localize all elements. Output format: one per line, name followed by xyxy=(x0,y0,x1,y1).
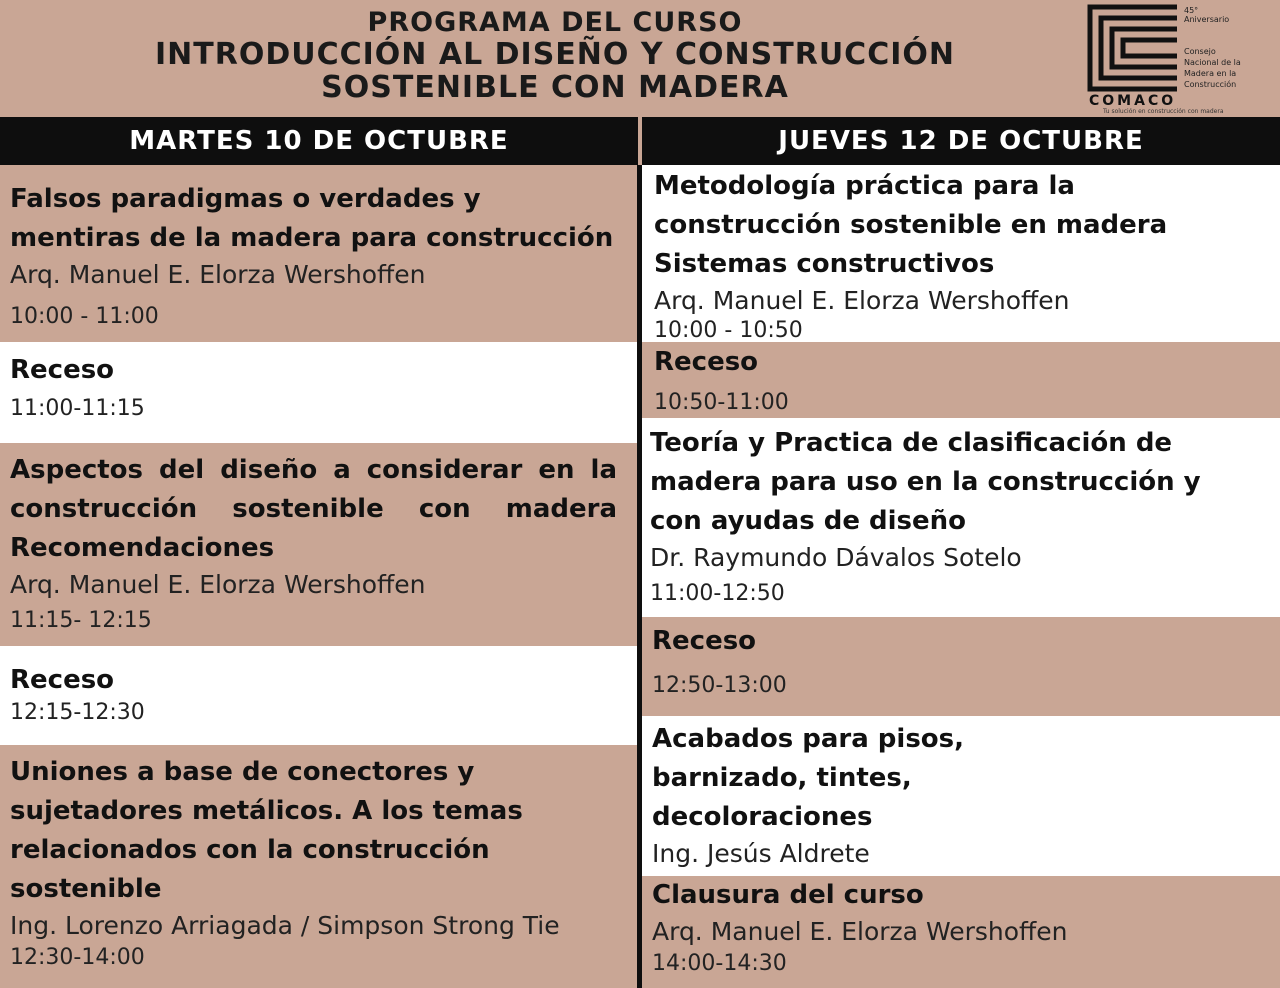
session-topic: Uniones a base de conectores y sujetadores metálicos. A los temas relacionados con la construcción sostenible xyxy=(10,757,523,904)
council-line-3: Madera en la xyxy=(1184,69,1237,78)
council-name xyxy=(1184,46,1241,90)
session-time: 10:00 - 11:00 xyxy=(10,304,159,329)
session-jueves-4 xyxy=(642,876,1280,988)
session-speaker: Ing. Lorenzo Arriagada / Simpson Strong Tie xyxy=(10,911,560,940)
recess-time: 11:00-11:15 xyxy=(10,396,145,421)
comaco-logo-mark-icon xyxy=(1087,4,1179,92)
recess-label: Receso xyxy=(10,355,115,385)
council-line-1: Consejo xyxy=(1184,47,1216,56)
recess-label: Receso xyxy=(654,347,759,377)
council-line-2: Nacional de la xyxy=(1184,58,1241,67)
recess-time: 12:15-12:30 xyxy=(10,700,145,725)
session-topic: Aspectos del diseño a considerar en la construcción sostenible con madera Recomendaciones xyxy=(10,455,617,563)
day-header-martes: MARTES 10 DE OCTUBRE xyxy=(0,117,638,165)
session-speaker: Arq. Manuel E. Elorza Wershoffen xyxy=(654,286,1070,315)
brand-tagline: Tu solución en construcción con madera xyxy=(1103,108,1224,115)
header xyxy=(0,0,1280,117)
title-line-2: INTRODUCCIÓN AL DISEÑO Y CONSTRUCCIÓN xyxy=(155,37,955,72)
recess-martes-1 xyxy=(0,342,637,443)
anniversary-text xyxy=(1184,6,1229,24)
session-time: 11:00-12:50 xyxy=(650,581,785,606)
anniversary-number: 45° xyxy=(1184,6,1199,15)
session-time: 10:00 - 10:50 xyxy=(654,318,803,342)
comaco-logo xyxy=(1087,4,1267,116)
session-martes-1 xyxy=(0,165,637,342)
recess-label: Receso xyxy=(652,626,757,656)
session-speaker: Arq. Manuel E. Elorza Wershoffen xyxy=(10,570,426,599)
session-topic: Acabados para pisos, barnizado, tintes, decoloraciones xyxy=(652,724,965,832)
session-topic: Teoría y Practica de clasificación de madera para uso en la construcción y con ayudas de diseño xyxy=(650,428,1201,536)
session-speaker: Arq. Manuel E. Elorza Wershoffen xyxy=(652,917,1068,946)
recess-label: Receso xyxy=(10,665,115,695)
recess-time: 12:50-13:00 xyxy=(652,673,787,698)
session-jueves-3 xyxy=(642,716,1280,876)
recess-martes-2 xyxy=(0,646,637,745)
anniversary-label: Aniversario xyxy=(1184,15,1230,24)
session-martes-2 xyxy=(0,443,637,646)
session-topic: Metodología práctica para la construcción sostenible en madera Sistemas constructivos xyxy=(654,171,1168,279)
session-jueves-2 xyxy=(642,418,1280,617)
session-speaker: Dr. Raymundo Dávalos Sotelo xyxy=(650,543,1022,572)
page-title xyxy=(0,8,1110,104)
title-line-1: PROGRAMA DEL CURSO xyxy=(367,7,743,38)
session-speaker: Arq. Manuel E. Elorza Wershoffen xyxy=(10,260,426,289)
title-line-3: SOSTENIBLE CON MADERA xyxy=(321,70,789,105)
recess-time: 10:50-11:00 xyxy=(654,390,789,415)
recess-jueves-2 xyxy=(642,617,1280,716)
session-topic: Falsos paradigmas o verdades y mentiras de la madera para construcción xyxy=(10,184,614,253)
session-time: 12:30-14:00 xyxy=(10,945,145,970)
brand-name: COMACO xyxy=(1089,93,1177,109)
session-topic: Clausura del curso xyxy=(652,880,924,910)
session-speaker: Ing. Jesús Aldrete xyxy=(652,839,870,868)
session-time: 14:00-14:30 xyxy=(652,951,787,976)
council-line-4: Construcción xyxy=(1184,80,1237,89)
session-martes-3 xyxy=(0,745,637,988)
session-time: 11:15- 12:15 xyxy=(10,608,152,633)
session-jueves-1 xyxy=(642,165,1280,342)
day-header-jueves: JUEVES 12 DE OCTUBRE xyxy=(642,117,1280,165)
recess-jueves-1 xyxy=(642,342,1280,418)
